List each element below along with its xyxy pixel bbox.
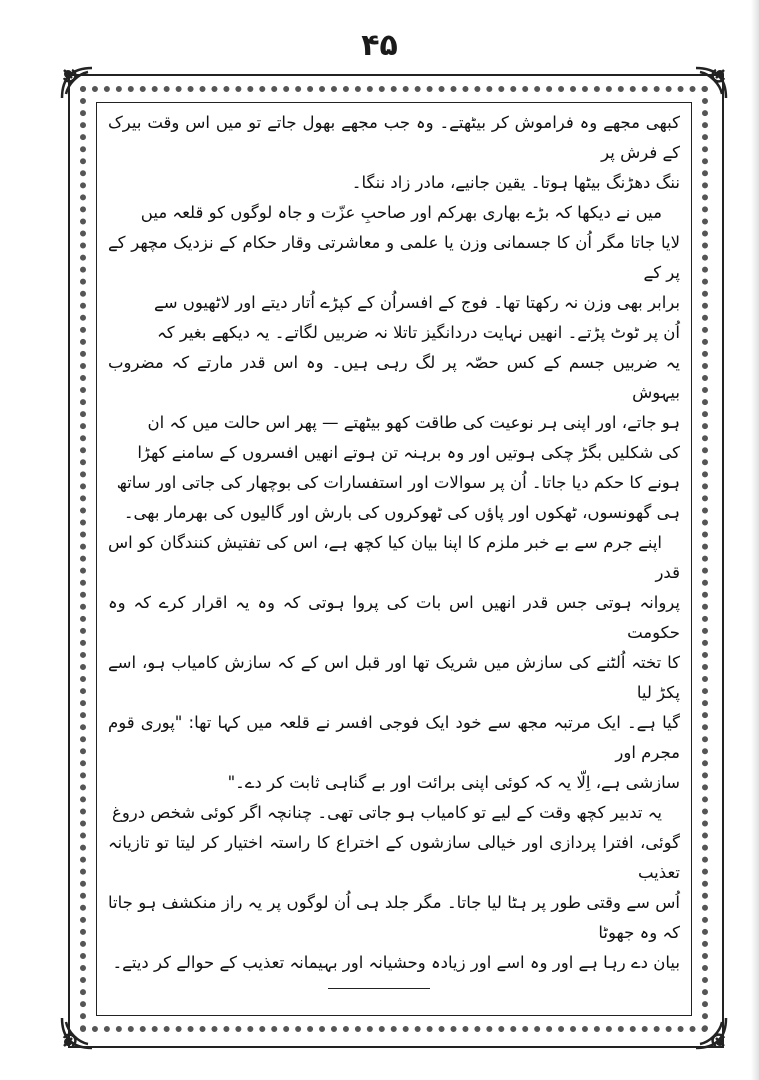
text-line: اپنے جرم سے بے خبر ملزم کا اپنا بیان کیا کچھ ہے، اس کی تفتیش کنندگان کو اس قدر [108,533,680,582]
text-line: یہ تدبیر کچھ وقت کے لیے تو کامیاب ہو جاتی تھی۔ چنانچہ اگر کوئی شخص دروغ [111,803,662,822]
paragraph [108,528,680,798]
section-end-rule [328,988,430,989]
text-line: کی شکلیں بگڑ چکی ہوتیں اور وہ برہنہ تن ہوتے انھیں افسروں کے سامنے کھڑا [137,443,680,462]
paragraph [108,198,680,528]
text-line: ہی گھونسوں، ٹھکوں اور پاؤں کی ٹھوکروں کی بارش اور گالیوں کی بھرمار بھی۔ [123,503,680,522]
text-line: کا تختہ اُلٹنے کی سازش میں شریک تھا اور قبل اس کے کہ سازش کامیاب ہو، اسے پکڑ لیا [108,653,680,702]
text-line: ہونے کا حکم دیا جاتا۔ اُن پر سوالات اور استفسارات کی بوچھار کی جاتی اور ساتھ [116,473,680,492]
text-line: یہ ضربیں جسم کے کس حصّہ پر لگ رہی ہیں۔ وہ اس قدر مارتے کہ مضروب بیہوش [108,353,680,402]
corner-ornament-icon [58,64,96,102]
text-line: بیان دے رہا ہے اور وہ اسے اور زیادہ وحشیانہ اور بہیمانہ تعذیب کے حوالے کر دیتے۔ [112,953,680,972]
text-line: اُن پر ٹوٹ پڑتے۔ انھیں نہایت دردانگیز تاتلا نہ ضربیں لگاتے۔ یہ دیکھے بغیر کہ [157,323,680,342]
text-line: لایا جاتا مگر اُن کا جسمانی وزن یا علمی و معاشرتی وقار حکام کے نزدیک مچھر کے پر کے [108,233,680,282]
text-line: گیا ہے۔ ایک مرتبہ مجھ سے خود ایک فوجی افسر نے قلعہ میں کہا تھا: "پوری قوم مجرم اور [108,713,680,762]
text-line: برابر بھی وزن نہ رکھتا تھا۔ فوج کے افسراُن کے کپڑے اُتار دیتے اور لاٹھیوں سے [154,293,680,312]
corner-ornament-icon [692,1014,730,1052]
text-line: گوئی، افترا پردازی اور خیالی سازشوں کے اختراع کا راستہ اختیار کر لیتا تو تازیانہ تعذیب [108,833,680,882]
scan-edge-shadow [751,0,759,1080]
corner-ornament-icon [58,1014,96,1052]
text-line: پروانہ ہوتی جس قدر انھیں اس بات کی پروا ہوتی کہ وہ یہ اقرار کرے کہ وہ حکومت [108,593,680,642]
text-line: میں نے دیکھا کہ بڑے بھاری بھرکم اور صاحبِ عزّت و جاہ لوگوں کو قلعہ میں [140,203,662,222]
corner-ornament-icon [692,64,730,102]
text-line: ہو جاتے، اور اپنی ہر نوعیت کی طاقت کھو بیٹھتے — پھر اس حالت میں کہ ان [147,413,680,432]
page-body-text [108,108,680,978]
paragraph [108,798,680,978]
text-line: کبھی مجھے وہ فراموش کر بیٹھتے۔ وہ جب مجھے بھول جاتے تو میں اس وقت بیرک کے فرش پر [108,113,680,162]
text-line: اُس سے وقتی طور پر ہٹا لیا جاتا۔ مگر جلد ہی اُن لوگوں پر یہ راز منکشف ہو جاتا کہ وہ جھوٹا [108,893,680,942]
text-line: سازشی ہے، اِلّا یہ کہ کوئی اپنی برائت اور بے گناہی ثابت کر دے۔" [227,773,680,792]
page-number: ۴۵ [361,28,398,63]
text-line: ننگ دھڑنگ بیٹھا ہوتا۔ یقین جانیے، مادر زاد ننگا۔ [351,173,680,192]
paragraph [108,108,680,198]
